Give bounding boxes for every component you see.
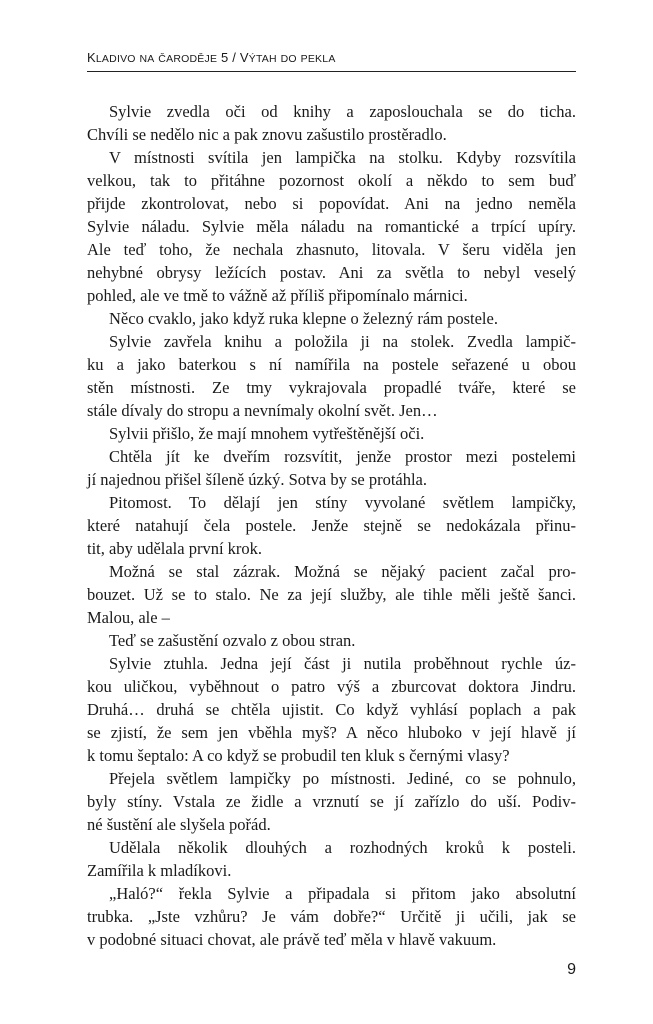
text-line: V místnosti svítila jen lampička na stolku. Kdyby rozsvítila bbox=[109, 148, 576, 167]
text-line: se zjistí, že sem jen vběhla myš? A něco hluboko v její hlavě jí bbox=[87, 723, 576, 742]
text-line: Přejela světlem lampičky po místnosti. Jediné, co se pohnulo, bbox=[109, 769, 576, 788]
text-line: Udělala několik dlouhých a rozhodných kroků k posteli. bbox=[109, 838, 576, 857]
paragraph bbox=[87, 445, 576, 491]
paragraph bbox=[87, 836, 576, 882]
text-line: kou uličkou, vyběhnout o patro výš a zburcovat doktora Jindru. bbox=[87, 677, 576, 696]
body-text bbox=[87, 100, 576, 951]
page-number: 9 bbox=[567, 961, 576, 978]
text-line: přijde zkontrolovat, nebo si popovídat. Ani na jedno neměla bbox=[87, 194, 576, 213]
text-line: Chtěla jít ke dveřím rozsvítit, jenže prostor mezi postelemi bbox=[109, 447, 576, 466]
paragraph bbox=[87, 560, 576, 629]
running-head: KLADIVO NA ČARODĚJE 5 / VÝTAH DO PEKLA bbox=[87, 50, 336, 65]
text-line: Něco cvaklo, jako když ruka klepne o železný rám postele. bbox=[109, 309, 498, 328]
text-line: Sylvie zavřela knihu a položila ji na stolek. Zvedla lampič- bbox=[109, 332, 576, 351]
paragraph bbox=[87, 146, 576, 307]
text-line: Chvíli se nedělo nic a pak znovu zašustilo prostěradlo. bbox=[87, 125, 447, 144]
text-line: které natahují čela postele. Jenže stejně se nedokázala přinu- bbox=[87, 516, 576, 535]
text-line: Ale teď toho, že nechala zhasnuto, litovala. V šeru viděla jen bbox=[87, 240, 576, 259]
paragraph bbox=[87, 330, 576, 422]
text-line: stále dívaly do stropu a nevnímaly okolní svět. Jen… bbox=[87, 401, 438, 420]
text-line: jí najednou přišel šíleně úzký. Sotva by se protáhla. bbox=[87, 470, 428, 489]
text-line: k tomu šeptalo: A co když se probudil ten kluk s černými vlasy? bbox=[87, 746, 510, 765]
paragraph bbox=[87, 767, 576, 836]
paragraph bbox=[87, 882, 576, 951]
text-line: velkou, tak to přitáhne pozornost okolí a někdo to sem buď bbox=[87, 171, 576, 190]
paragraph bbox=[87, 307, 576, 330]
text-line: pohled, ale ve tmě to vážně až příliš připomínalo márnici. bbox=[87, 286, 468, 305]
text-line: Teď se zašustění ozvalo z obou stran. bbox=[109, 631, 356, 650]
text-line: Pitomost. To dělají jen stíny vyvolané světlem lampičky, bbox=[109, 493, 576, 512]
text-line: ku a jako baterkou s ní namířila na postele seřazené u obou bbox=[87, 355, 576, 374]
text-line: bouzet. Už se to stalo. Ne za její služby, ale tihle měli ještě šanci. bbox=[87, 585, 576, 604]
text-line: Malou, ale – bbox=[87, 608, 170, 627]
text-line: Sylvii přišlo, že mají mnohem vytřeštěnější oči. bbox=[109, 424, 425, 443]
paragraph bbox=[87, 629, 576, 652]
text-line: trubka. „Jste vzhůru? Je vám dobře?“ Určitě ji učili, jak se bbox=[87, 907, 576, 926]
text-line: nehybné obrysy ležících postav. Ani za světla to nebyl veselý bbox=[87, 263, 576, 282]
header-rule bbox=[87, 71, 576, 72]
text-line: „Haló?“ řekla Sylvie a připadala si přitom jako absolutní bbox=[109, 884, 576, 903]
text-line: Sylvie zvedla oči od knihy a zaposlouchala se do ticha. bbox=[109, 102, 576, 121]
text-line: stěn místnosti. Ze tmy vykrajovala propadlé tváře, které se bbox=[87, 378, 576, 397]
paragraph bbox=[87, 491, 576, 560]
text-line: Sylvie náladu. Sylvie měla náladu na romantické a trpící upíry. bbox=[87, 217, 576, 236]
paragraph bbox=[87, 652, 576, 767]
text-line: Zamířila k mladíkovi. bbox=[87, 861, 232, 880]
text-line: Sylvie ztuhla. Jedna její část ji nutila proběhnout rychle úz- bbox=[109, 654, 576, 673]
text-line: Možná se stal zázrak. Možná se nějaký pacient začal pro- bbox=[109, 562, 576, 581]
text-line: v podobné situaci chovat, ale právě teď měla v hlavě vakuum. bbox=[87, 930, 497, 949]
paragraph bbox=[87, 422, 576, 445]
text-line: tit, aby udělala první krok. bbox=[87, 539, 263, 558]
text-line: né šustění ale slyšela pořád. bbox=[87, 815, 271, 834]
text-line: Druhá… druhá se chtěla ujistit. Co když vyhlásí poplach a pak bbox=[87, 700, 576, 719]
paragraph bbox=[87, 100, 576, 146]
text-line: byly stíny. Vstala ze židle a vrznutí se jí zařízlo do uší. Podiv- bbox=[87, 792, 576, 811]
